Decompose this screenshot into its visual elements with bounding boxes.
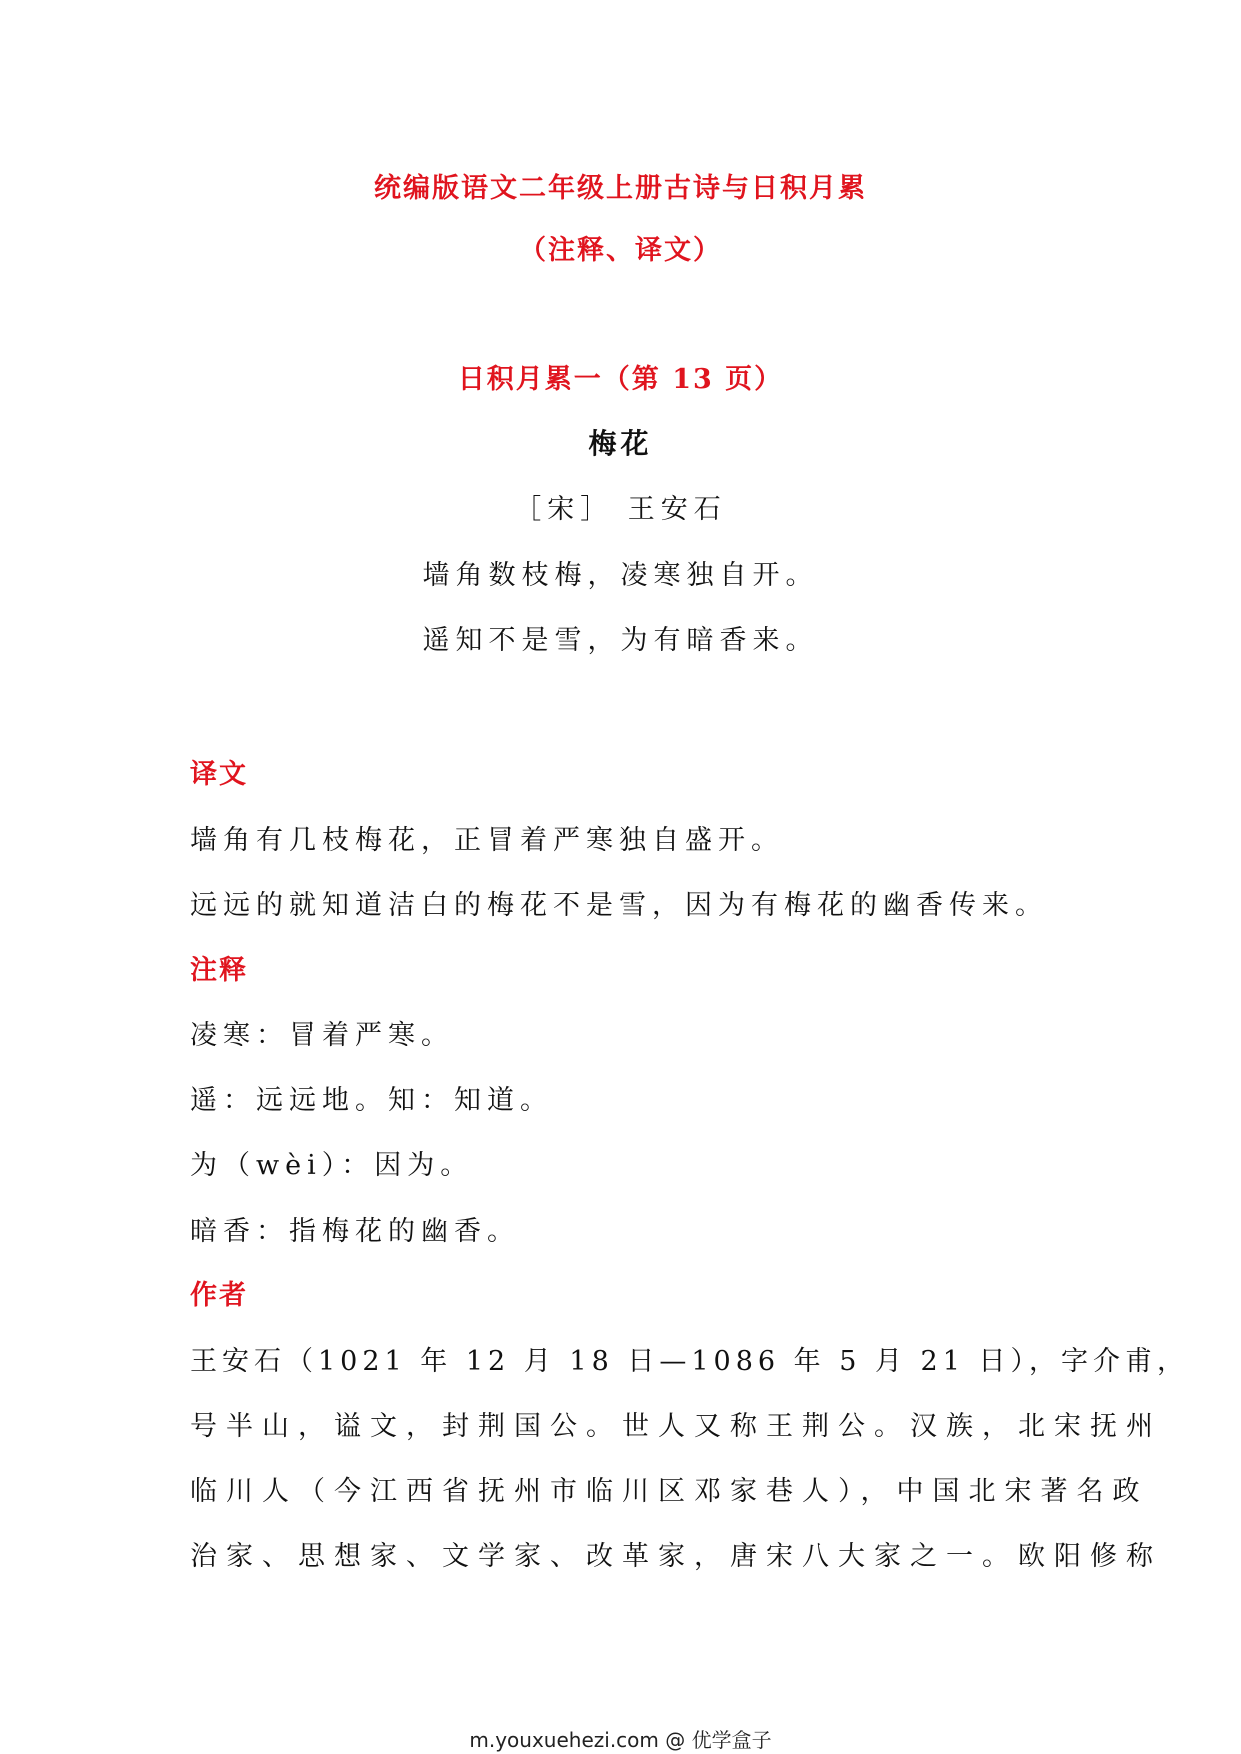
note-line: 暗香：指梅花的幽香。 [190, 1216, 520, 1247]
note-line: 遥：远远地。知：知道。 [190, 1085, 553, 1116]
document-title: 统编版语文二年级上册古诗与日积月累 [374, 173, 867, 204]
author-line: 王安石（1021 年 12 月 18 日—1086 年 5 月 21 日），字介甫， [190, 1346, 1189, 1377]
translation-line: 墙角有几枝梅花，正冒着严寒独自盛开。 [190, 825, 784, 856]
author-line: 号半山，谥文，封荆国公。世人又称王荆公。汉族，北宋抚州 [190, 1411, 1162, 1442]
translation-heading: 译文 [190, 759, 248, 790]
note-line: 为（wèi）：因为。 [190, 1150, 474, 1181]
poem-line: 墙角数枝梅，凌寒独自开。 [422, 560, 819, 591]
author-line: 临川人（今江西省抚州市临川区邓家巷人），中国北宋著名政 [190, 1476, 1149, 1507]
translation-line: 远远的就知道洁白的梅花不是雪，因为有梅花的幽香传来。 [190, 890, 1048, 921]
author-line: 治家、思想家、文学家、改革家，唐宋八大家之一。欧阳修称 [190, 1541, 1162, 1572]
section-title: 日积月累一（第 13 页） [457, 364, 784, 395]
poem-title: 梅花 [588, 427, 653, 460]
author-heading: 作者 [190, 1280, 248, 1311]
footer-watermark: m.youxuehezi.com @ 优学盒子 [469, 1728, 772, 1752]
document-subtitle: （注释、译文） [519, 235, 722, 266]
notes-heading: 注释 [190, 955, 248, 986]
note-line: 凌寒：冒着严寒。 [190, 1020, 454, 1051]
poem-author: ［宋］ 王安石 [514, 494, 727, 525]
poem-line: 遥知不是雪，为有暗香来。 [422, 625, 819, 656]
